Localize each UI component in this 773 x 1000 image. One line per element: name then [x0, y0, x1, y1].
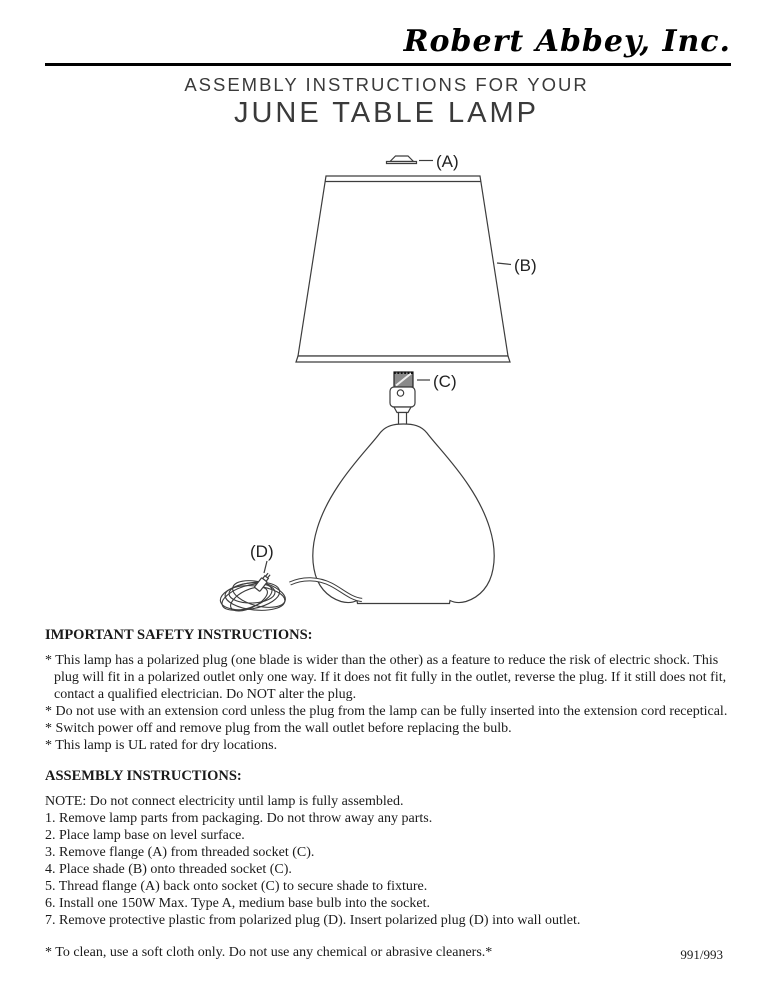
- safety-heading: IMPORTANT SAFETY INSTRUCTIONS:: [45, 627, 313, 643]
- label-b-leader: [497, 263, 511, 265]
- assembly-step: 4. Place shade (B) onto threaded socket (C).: [45, 862, 292, 877]
- label-d: (D): [250, 542, 274, 561]
- safety-item: * Do not use with an extension cord unless the plug from the lamp can be fully inserted into the extension cord receptical.: [45, 704, 728, 719]
- assembly-step: 6. Install one 150W Max. Type A, medium base bulb into the socket.: [45, 896, 430, 911]
- assembly-step: 1. Remove lamp parts from packaging. Do not throw away any parts.: [45, 811, 433, 826]
- label-a: (A): [436, 152, 459, 171]
- assembly-step: 7. Remove protective plastic from polarized plug (D). Insert polarized plug (D) into wall outlet.: [45, 913, 581, 928]
- assembly-heading: ASSEMBLY INSTRUCTIONS:: [45, 768, 242, 784]
- safety-item: * Switch power off and remove plug from the wall outlet before replacing the bulb.: [45, 721, 512, 736]
- assembly-step: 3. Remove flange (A) from threaded socket (C).: [45, 845, 315, 860]
- socket-part: [390, 372, 415, 426]
- page-title: JUNE TABLE LAMP: [233, 97, 539, 129]
- assembly-step: 5. Thread flange (A) back onto socket (C) to secure shade to fixture.: [45, 879, 428, 894]
- assembly-note: NOTE: Do not connect electricity until lamp is fully assembled.: [45, 794, 404, 809]
- document-subtitle: ASSEMBLY INSTRUCTIONS FOR YOUR: [184, 74, 589, 95]
- label-b: (B): [514, 256, 537, 275]
- label-c: (C): [433, 372, 457, 391]
- safety-item: * This lamp has a polarized plug (one blade is wider than the other) as a feature to reduce the risk of electric shock. This plug will fit in a polarized outlet only one way. If it does not fit fully in the outlet, reverse the plug. If it still does not fit, contact a qualified electrician. Do NOT alter the plug.: [45, 653, 727, 702]
- lamp-base-part: [313, 424, 494, 604]
- cord-coil: [218, 576, 288, 616]
- cleaning-note: * To clean, use a soft cloth only. Do not use any chemical or abrasive cleaners.*: [45, 945, 493, 960]
- safety-item: * This lamp is UL rated for dry locations.: [45, 738, 278, 753]
- shade-part: [296, 176, 510, 362]
- assembly-step: 2. Place lamp base on level surface.: [45, 828, 245, 843]
- header-rule: [45, 63, 731, 66]
- brand-logo: Robert Abbey, Inc.: [403, 24, 731, 59]
- label-d-leader: [264, 561, 267, 573]
- lamp-assembly-diagram: [0, 140, 773, 622]
- instructions-text: [45, 626, 733, 975]
- page-number: 991/993: [680, 947, 723, 962]
- finial-part: [387, 156, 417, 164]
